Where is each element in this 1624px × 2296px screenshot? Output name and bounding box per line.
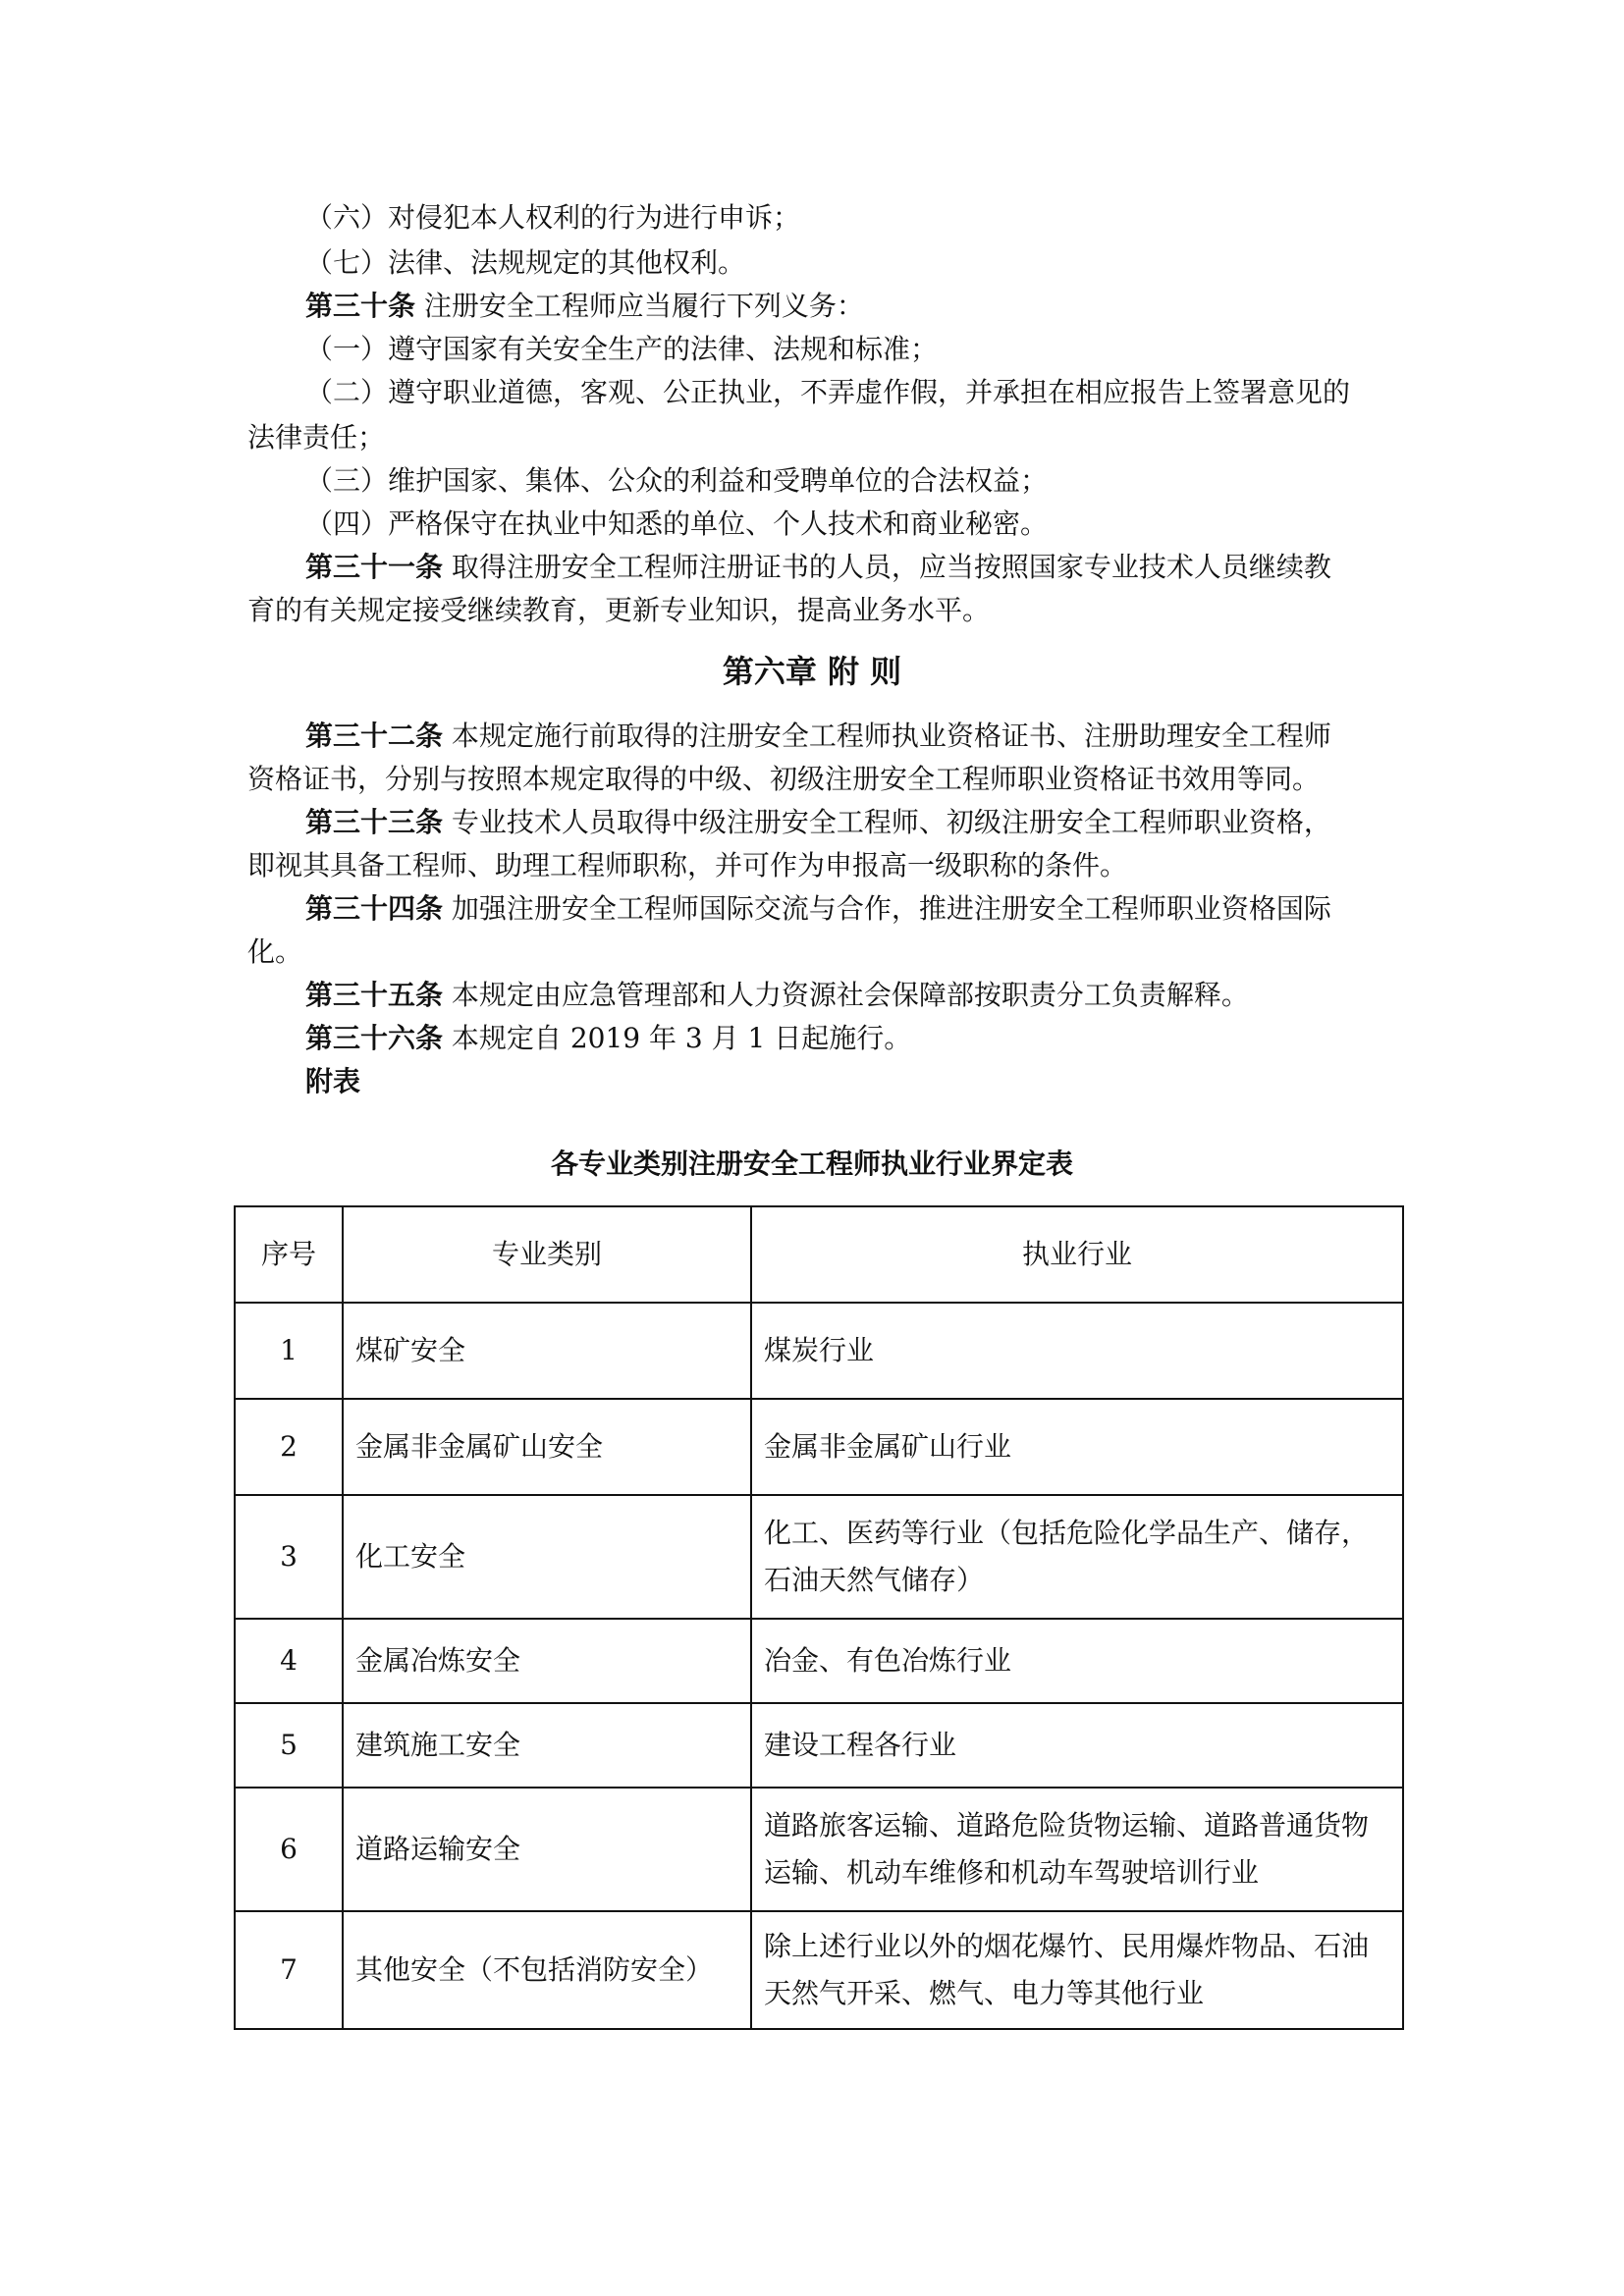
line-12: 资格证书，分别与按照本规定取得的中级、初级注册安全工程师职业资格证书效用等同。 [247,763,1321,795]
table-row [235,1303,1403,1399]
row-num: 4 [235,1619,343,1703]
line-14: 即视其具备工程师、助理工程师职称，并可作为申报高一级职称的条件。 [247,849,1128,881]
article-30-heading: 第三十条 [305,290,416,322]
row-num: 2 [235,1399,343,1495]
article-31-heading: 第三十一条 [305,551,444,583]
table-row [235,1495,1403,1619]
header-num: 序号 [235,1206,343,1303]
appendix-heading: 附表 [305,1065,361,1097]
row-category: 其他安全（不包括消防安全） [343,1911,751,2029]
line-8: （四）严格保守在执业中知悉的单位、个人技术和商业秘密。 [305,507,1049,540]
row-industry: 道路旅客运输、道路危险货物运输、道路普通货物 运输、机动车维修和机动车驾驶培训行业 [751,1788,1403,1911]
header-industry: 执业行业 [751,1206,1403,1303]
line-16: 化。 [247,935,303,968]
line-7: （三）维护国家、集体、公众的利益和受聘单位的合法权益； [305,464,1049,497]
article-32-heading: 第三十二条 [305,720,444,752]
row-category: 建筑施工安全 [343,1703,751,1788]
article-34: 第三十四条 加强注册安全工程师国际交流与合作，推进注册安全工程师职业资格国际 [305,892,1331,925]
row-category: 道路运输安全 [343,1788,751,1911]
row-industry: 除上述行业以外的烟花爆竹、民用爆炸物品、石油 天然气开采、燃气、电力等其他行业 [751,1911,1403,2029]
row-num: 5 [235,1703,343,1788]
article-30: 第三十条 注册安全工程师应当履行下列义务： [305,290,864,322]
article-33-heading: 第三十三条 [305,806,444,838]
row-industry: 冶金、有色冶炼行业 [751,1619,1403,1703]
row-num: 3 [235,1495,343,1619]
header-category: 专业类别 [343,1206,751,1303]
line-4: （一）遵守国家有关安全生产的法律、法规和标准； [305,333,939,365]
article-33: 第三十三条 专业技术人员取得中级注册安全工程师、初级注册安全工程师职业资格， [305,806,1331,838]
row-category: 金属冶炼安全 [343,1619,751,1703]
row-industry: 化工、医药等行业（包括危险化学品生产、储存， 石油天然气储存） [751,1495,1403,1619]
row-category: 化工安全 [343,1495,751,1619]
line-5: （二）遵守职业道德，客观、公正执业，不弄虚作假，并承担在相应报告上签署意见的 [305,376,1351,408]
article-36: 第三十六条 本规定自 2019 年 3 月 1 日起施行。 [305,1022,912,1054]
table-title: 各专业类别注册安全工程师执业行业界定表 [550,1148,1073,1180]
table-row [235,1619,1403,1703]
row-industry: 煤炭行业 [751,1303,1403,1399]
article-36-heading: 第三十六条 [305,1022,444,1054]
line-10: 育的有关规定接受继续教育，更新专业知识，提高业务水平。 [247,594,991,626]
row-num: 6 [235,1788,343,1911]
table-row [235,1703,1403,1788]
table-row [235,1911,1403,2029]
line-6: 法律责任； [247,421,386,454]
appendix-label [305,1064,1454,1099]
table-row [235,1788,1403,1911]
row-industry: 建设工程各行业 [751,1703,1403,1788]
row-industry: 金属非金属矿山行业 [751,1399,1403,1495]
article-32: 第三十二条 本规定施行前取得的注册安全工程师执业资格证书、注册助理安全工程师 [305,720,1331,752]
article-35-heading: 第三十五条 [305,979,444,1011]
line-1: （六）对侵犯本人权利的行为进行申诉； [305,201,801,234]
article-34-heading: 第三十四条 [305,892,444,925]
row-num: 7 [235,1911,343,2029]
table-row [235,1399,1403,1495]
line-2: （七）法律、法规规定的其他权利。 [305,246,746,279]
article-31: 第三十一条 取得注册安全工程师注册证书的人员，应当按照国家专业技术人员继续教 [305,551,1331,583]
row-category: 煤矿安全 [343,1303,751,1399]
table-header-row [235,1206,1403,1303]
industry-table [234,1205,1404,2030]
row-category: 金属非金属矿山安全 [343,1399,751,1495]
chapter-title: 第六章 附 则 [722,653,902,690]
article-35: 第三十五条 本规定由应急管理部和人力资源社会保障部按职责分工负责解释。 [305,979,1249,1011]
row-num: 1 [235,1303,343,1399]
